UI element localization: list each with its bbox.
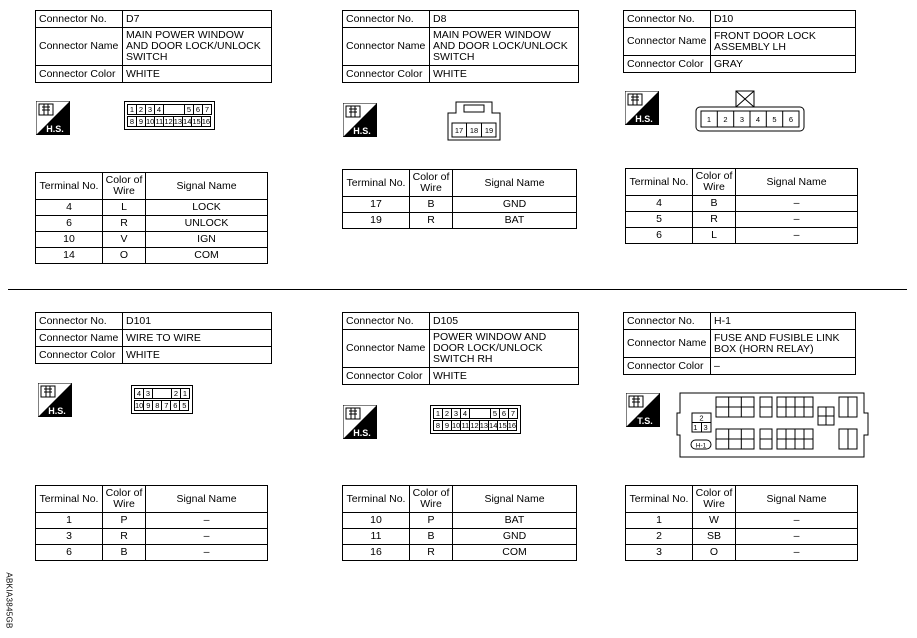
table-row (36, 216, 268, 232)
signal-cell: COM (453, 545, 577, 561)
label-connector-color: Connector Color (343, 66, 430, 83)
label-connector-name: Connector Name (343, 28, 430, 66)
connector-color-value: WHITE (123, 347, 272, 364)
pin-grid (134, 400, 189, 411)
signal-cell: BAT (453, 213, 577, 229)
pin: 8 (153, 401, 162, 411)
connector-no-value: D8 (430, 11, 579, 28)
pin: 15 (192, 117, 201, 126)
pin: 2 (699, 413, 704, 423)
wire-cell: O (693, 545, 736, 561)
signal-cell: – (146, 529, 268, 545)
signal-cell: IGN (146, 232, 268, 248)
signal-cell: LOCK (146, 200, 268, 216)
pin: 6 (194, 105, 203, 115)
connector-color-value: WHITE (430, 66, 579, 83)
terminal-cell: 4 (626, 196, 693, 212)
connector-info-table (623, 10, 856, 73)
table-row (626, 228, 858, 244)
key-slot (153, 389, 172, 399)
header-terminal-no: Terminal No. (626, 169, 693, 196)
connector-face-d8 (446, 101, 502, 141)
signal-cell: – (736, 228, 858, 244)
terminal-side-badge-icon (626, 393, 660, 427)
table-row (343, 513, 577, 529)
terminal-cell: 10 (36, 232, 103, 248)
wire-cell: P (410, 513, 453, 529)
connector-info-table (623, 312, 856, 375)
terminal-cell: 1 (626, 513, 693, 529)
label-connector-name: Connector Name (36, 330, 123, 347)
terminal-cell: 2 (626, 529, 693, 545)
header-signal-name: Signal Name (146, 486, 268, 513)
connector-h1 (623, 312, 856, 375)
wire-cell: R (103, 529, 146, 545)
header-signal-name: Signal Name (736, 169, 858, 196)
badge-label: H.S. (46, 124, 64, 134)
label-connector-no: Connector No. (343, 11, 430, 28)
label-connector-color: Connector Color (36, 66, 123, 83)
label-connector-no: Connector No. (36, 11, 123, 28)
table-row (626, 212, 858, 228)
connector-name-value: WIRE TO WIRE (123, 330, 272, 347)
pin: 3 (739, 115, 745, 124)
terminal-table-d10 (625, 168, 858, 244)
wire-cell: R (410, 545, 453, 561)
pin: 4 (461, 409, 470, 419)
pin: 1 (706, 115, 712, 124)
header-signal-name: Signal Name (146, 173, 268, 200)
terminal-cell: 1 (36, 513, 103, 529)
header-terminal-no: Terminal No. (36, 486, 103, 513)
pin: 3 (452, 409, 461, 419)
table-row (343, 545, 577, 561)
header-color-of-wire: Color of Wire (103, 486, 146, 513)
terminal-cell: 17 (343, 197, 410, 213)
header-terminal-no: Terminal No. (626, 486, 693, 513)
connector-info-table (35, 10, 272, 83)
signal-cell: – (736, 529, 858, 545)
terminal-table-d101 (35, 485, 268, 561)
connector-color-value: – (711, 358, 856, 375)
table-row (36, 232, 268, 248)
signal-cell: – (736, 196, 858, 212)
pin: 11 (461, 421, 470, 430)
terminal-table-h1 (625, 485, 858, 561)
wire-cell: L (103, 200, 146, 216)
wire-cell: B (410, 529, 453, 545)
label-connector-name: Connector Name (624, 28, 711, 56)
header-color-of-wire: Color of Wire (693, 169, 736, 196)
badge-label: H.S. (353, 126, 371, 136)
connector-tag: H-1 (695, 442, 707, 450)
pin-grid (433, 408, 518, 419)
pin: 2 (137, 105, 146, 115)
table-row (36, 529, 268, 545)
label-connector-no: Connector No. (36, 313, 123, 330)
connector-d7 (35, 10, 272, 83)
connector-name-value: FRONT DOOR LOCK ASSEMBLY LH (711, 28, 856, 56)
header-terminal-no: Terminal No. (343, 170, 410, 197)
connector-info-table (342, 10, 579, 83)
harness-side-badge-icon (343, 103, 377, 137)
header-terminal-no: Terminal No. (343, 486, 410, 513)
pin: 10 (452, 421, 461, 430)
terminal-cell: 6 (36, 545, 103, 561)
pin: 16 (507, 421, 517, 430)
connector-name-value: POWER WINDOW AND DOOR LOCK/UNLOCK SWITCH RH (430, 330, 579, 368)
pin-grid (127, 104, 212, 115)
pin: 12 (470, 421, 479, 430)
pin: 11 (155, 117, 164, 126)
table-row (36, 200, 268, 216)
pin: 19 (484, 126, 494, 135)
label-connector-color: Connector Color (36, 347, 123, 364)
wire-cell: W (693, 513, 736, 529)
connector-face-d7 (124, 101, 215, 130)
label-connector-color: Connector Color (624, 358, 711, 375)
fuse-box-face-h1 (676, 391, 870, 459)
pin: 3 (144, 389, 153, 399)
wire-cell: R (693, 212, 736, 228)
table-row (626, 513, 858, 529)
table-row (343, 197, 577, 213)
header-signal-name: Signal Name (453, 486, 577, 513)
harness-side-badge-icon (343, 405, 377, 439)
wire-cell: P (103, 513, 146, 529)
terminal-cell: 6 (626, 228, 693, 244)
pin: 1 (434, 409, 443, 419)
label-connector-name: Connector Name (36, 28, 123, 66)
badge-label: H.S. (353, 428, 371, 438)
pin: 5 (180, 401, 189, 411)
badge-label: H.S. (48, 406, 66, 416)
header-color-of-wire: Color of Wire (410, 486, 453, 513)
harness-side-badge-icon (36, 101, 70, 135)
harness-side-badge-icon (625, 91, 659, 125)
connector-d10 (623, 10, 856, 73)
connector-color-value: GRAY (711, 56, 856, 73)
signal-cell: – (736, 212, 858, 228)
pin: 4 (155, 105, 164, 115)
signal-cell: – (736, 545, 858, 561)
pin: 7 (509, 409, 518, 419)
table-row (626, 545, 858, 561)
signal-cell: GND (453, 197, 577, 213)
pin: 4 (135, 389, 144, 399)
terminal-cell: 5 (626, 212, 693, 228)
connector-no-value: D7 (123, 11, 272, 28)
pin: 7 (162, 401, 171, 411)
pin: 7 (203, 105, 212, 115)
header-signal-name: Signal Name (453, 170, 577, 197)
table-row (343, 529, 577, 545)
label-connector-no: Connector No. (343, 313, 430, 330)
pin: 8 (434, 421, 443, 431)
connector-name-value: FUSE AND FUSIBLE LINK BOX (HORN RELAY) (711, 330, 856, 358)
terminal-table-d105 (342, 485, 577, 561)
pin: 14 (183, 117, 192, 126)
pin: 5 (491, 409, 500, 419)
connector-d8 (342, 10, 579, 83)
wire-cell: B (693, 196, 736, 212)
badge-label: T.S. (637, 416, 653, 426)
pin: 2 (172, 389, 181, 399)
table-row (36, 545, 268, 561)
terminal-cell: 6 (36, 216, 103, 232)
label-connector-no: Connector No. (624, 11, 711, 28)
pin: 6 (788, 115, 794, 124)
pin: 5 (772, 115, 777, 124)
pin: 13 (479, 421, 489, 430)
header-color-of-wire: Color of Wire (410, 170, 453, 197)
signal-cell: UNLOCK (146, 216, 268, 232)
terminal-cell: 16 (343, 545, 410, 561)
pin-grid (127, 116, 211, 127)
key-slot (470, 409, 491, 419)
terminal-cell: 4 (36, 200, 103, 216)
label-connector-no: Connector No. (624, 313, 711, 330)
label-connector-name: Connector Name (624, 330, 711, 358)
key-slot (164, 105, 185, 115)
connector-face-d10 (694, 90, 806, 132)
table-row (36, 513, 268, 529)
figure-code: ABKIA3845GB (4, 572, 14, 629)
signal-cell: – (736, 513, 858, 529)
pin: 10 (146, 117, 155, 126)
wire-cell: SB (693, 529, 736, 545)
terminal-cell: 11 (343, 529, 410, 545)
wire-cell: R (103, 216, 146, 232)
wire-cell: V (103, 232, 146, 248)
pin: 6 (171, 401, 180, 411)
connector-no-value: H-1 (711, 313, 856, 330)
header-color-of-wire: Color of Wire (693, 486, 736, 513)
pin: 12 (164, 117, 173, 126)
wire-cell: L (693, 228, 736, 244)
pin: 9 (443, 421, 452, 431)
connector-no-value: D101 (123, 313, 272, 330)
pin: 9 (137, 117, 146, 127)
pin: 3 (146, 105, 155, 115)
pin: 9 (144, 401, 153, 411)
connector-face-d105 (430, 405, 521, 434)
terminal-cell: 19 (343, 213, 410, 229)
section-divider (8, 289, 907, 290)
badge-label: H.S. (635, 114, 653, 124)
pin: 10 (135, 401, 144, 410)
label-connector-color: Connector Color (343, 368, 430, 385)
terminal-cell: 10 (343, 513, 410, 529)
label-connector-color: Connector Color (624, 56, 711, 73)
pin: 4 (755, 115, 761, 124)
table-row (626, 529, 858, 545)
connector-face-d101 (131, 385, 193, 414)
pin: 5 (185, 105, 194, 115)
terminal-cell: 3 (36, 529, 103, 545)
label-connector-name: Connector Name (343, 330, 430, 368)
connector-no-value: D10 (711, 11, 856, 28)
pin: 17 (454, 126, 464, 135)
pin: 2 (443, 409, 452, 419)
connector-color-value: WHITE (123, 66, 272, 83)
wire-cell: B (410, 197, 453, 213)
pin-grid (134, 388, 190, 399)
pin: 2 (723, 115, 728, 124)
pin: 15 (498, 421, 507, 430)
signal-cell: BAT (453, 513, 577, 529)
terminal-cell: 3 (626, 545, 693, 561)
pin: 1 (128, 105, 137, 115)
terminal-table-d7 (35, 172, 268, 264)
table-row (36, 248, 268, 264)
pin: 18 (469, 126, 479, 135)
wire-cell: R (410, 213, 453, 229)
signal-cell: – (146, 545, 268, 561)
signal-cell: GND (453, 529, 577, 545)
connector-d105 (342, 312, 579, 385)
connector-name-value: MAIN POWER WINDOW AND DOOR LOCK/UNLOCK SWITCH (430, 28, 579, 66)
harness-side-badge-icon (38, 383, 72, 417)
header-signal-name: Signal Name (736, 486, 858, 513)
signal-cell: COM (146, 248, 268, 264)
pin: 6 (500, 409, 509, 419)
connector-d101 (35, 312, 272, 364)
table-row (626, 196, 858, 212)
wire-cell: O (103, 248, 146, 264)
pin: 8 (128, 117, 137, 127)
pin-grid (433, 420, 517, 431)
connector-info-table (35, 312, 272, 364)
header-color-of-wire: Color of Wire (103, 173, 146, 200)
pin: 1 (181, 389, 190, 399)
connector-no-value: D105 (430, 313, 579, 330)
pin: 1 3 (693, 423, 710, 432)
connector-color-value: WHITE (430, 368, 579, 385)
pin: 14 (489, 421, 498, 430)
terminal-table-d8 (342, 169, 577, 229)
signal-cell: – (146, 513, 268, 529)
table-row (343, 213, 577, 229)
connector-name-value: MAIN POWER WINDOW AND DOOR LOCK/UNLOCK SWITCH (123, 28, 272, 66)
connector-info-table (342, 312, 579, 385)
header-terminal-no: Terminal No. (36, 173, 103, 200)
wire-cell: B (103, 545, 146, 561)
pin: 13 (173, 117, 183, 126)
pin: 16 (201, 117, 211, 126)
terminal-cell: 14 (36, 248, 103, 264)
